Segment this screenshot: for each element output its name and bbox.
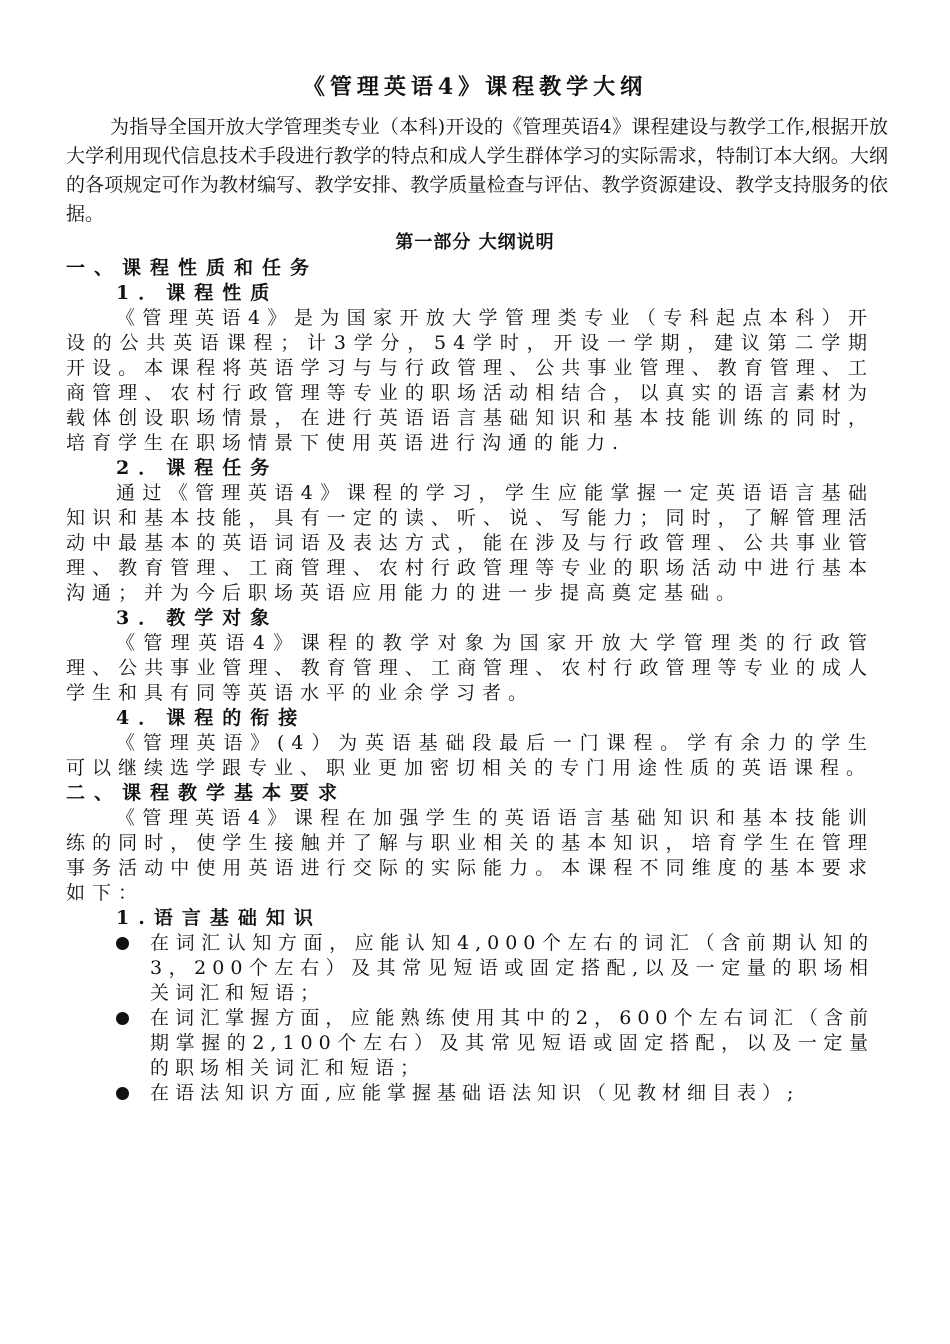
- bullet-icon: [116, 1087, 129, 1100]
- list-item-text: 在词汇掌握方面，应能熟练使用其中的2，600个左右词汇（含前期掌握的2,100个左右）及其常见短语或固定搭配，以及一定量的职场相关词汇和短语；: [150, 1007, 874, 1079]
- section-heading-requirements: 二、课程教学基本要求: [66, 782, 347, 804]
- subsection-heading-audience: 3．教学对象: [116, 607, 279, 629]
- part-heading: 第一部分 大纲说明: [395, 232, 555, 253]
- paragraph-requirements: 《管理英语4》课程在加强学生的英语语言基础知识和基本技能训练的同时，使学生接触并了解与职业相关的基本知识，培育学生在管理事务活动中使用英语进行交际的实际能力。本课程不同维度的基本要求如下：: [66, 807, 874, 904]
- list-item: [66, 1006, 874, 1081]
- paragraph-nature: 《管理英语4》是为国家开放大学管理类专业（专科起点本科）开设的公共英语课程；计3学分，54学时，开设一学期，建议第二学期开设。本课程将英语学习与与行政管理、公共事业管理、教育管理、工商管理、农村行政管理等专业的职场活动相结合，以真实的语言素材为载体创设职场情景，在进行英语语言基础知识和基本技能训练的同时，培育学生在职场情景下使用英语进行沟通的能力.: [66, 307, 874, 454]
- paragraph-connection: 《管理英语》(4）为英语基础段最后一门课程。学有余力的学生可以继续选学跟专业、职业更加密切相关的专门用途性质的英语课程。: [66, 732, 874, 779]
- subsection-heading-connection: 4．课程的衔接: [116, 707, 307, 729]
- paragraph-task: 通过《管理英语4》课程的学习，学生应能掌握一定英语语言基础知识和基本技能，具有一定的读、听、说、写能力；同时，了解管理活动中最基本的英语词语及表达方式，能在涉及与行政管理、公共事业管理、教育管理、工商管理、农村行政管理等专业的职场活动中进行基本沟通；并为今后职场英语应用能力的进一步提高奠定基础。: [66, 482, 874, 604]
- section-heading-nature-task: 一、课程性质和任务: [66, 257, 319, 279]
- intro-paragraph: 为指导全国开放大学管理类专业（本科)开设的《管理英语4》课程建设与教学工作,根据开放大学利用现代信息技术手段进行教学的特点和成人学生群体学习的实际需求，特制订本大纲。大纲的各项规定可作为教材编写、教学安排、教学质量检查与评估、教学资源建设、教学支持服务的依据。: [66, 116, 888, 225]
- list-item: [66, 1081, 874, 1106]
- bullet-icon: [116, 1012, 129, 1025]
- list-item-text: 在词汇认知方面，应能认知4,000个左右的词汇（含前期认知的3，200个左右）及其常见短语或固定搭配,以及一定量的职场相关词汇和短语；: [150, 932, 874, 1004]
- subsection-heading-language-basics: 1.语言基础知识: [116, 907, 322, 929]
- intro-block: [66, 113, 888, 229]
- list-item: [66, 931, 874, 1006]
- outline-body: [66, 256, 874, 1106]
- bullet-icon: [116, 937, 129, 950]
- subsection-heading-nature: 1．课程性质: [116, 282, 279, 304]
- paragraph-audience: 《管理英语4》课程的教学对象为国家开放大学管理类的行政管理、公共事业管理、教育管理、工商管理、农村行政管理等专业的成人学生和具有同等英语水平的业余学习者。: [66, 632, 874, 704]
- list-item-text: 在语法知识方面,应能掌握基础语法知识（见教材细目表）;: [150, 1082, 800, 1104]
- subsection-heading-task: 2．课程任务: [116, 457, 279, 479]
- language-basics-list: [66, 931, 874, 1106]
- document-title: 《管理英语4》课程教学大纲: [302, 74, 648, 100]
